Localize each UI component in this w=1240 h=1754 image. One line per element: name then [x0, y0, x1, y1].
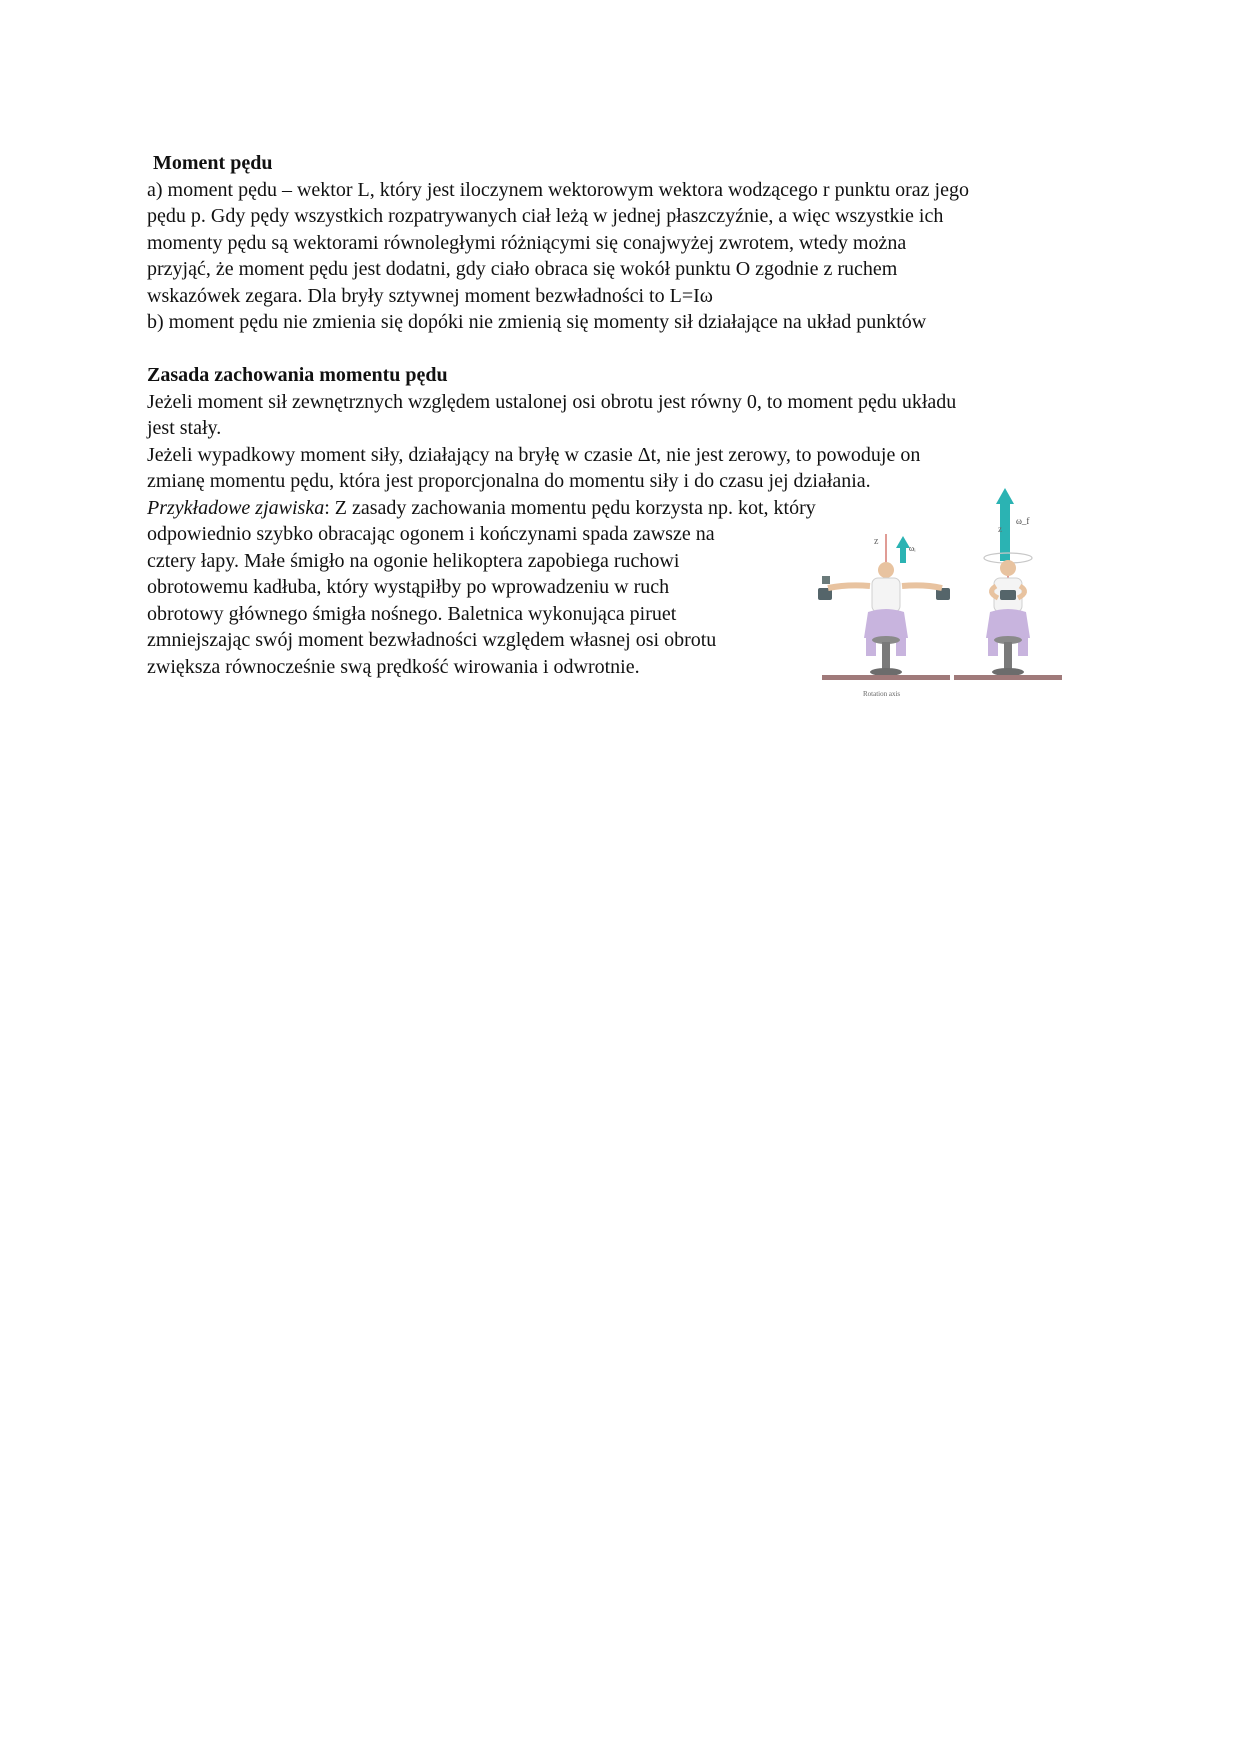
- arm-left-1: [828, 585, 870, 588]
- stool-post-right: [1004, 642, 1012, 670]
- label-omega-left: ωᵢ: [909, 544, 916, 553]
- paragraph-line: Jeżeli wypadkowy moment siły, działający na bryłę w czasie Δt, nie jest zerowy, to powoduje on: [147, 443, 921, 466]
- floor-right: [954, 675, 1062, 680]
- paragraph-line: momenty pędu są wektorami równoległymi różniącymi się conajwyżej zwrotem, wtedy można: [147, 231, 907, 254]
- legs-left: [864, 609, 908, 638]
- stool-base-right: [992, 668, 1024, 676]
- example-first-text: : Z zasady zachowania momentu pędu korzysta np. kot, który: [324, 496, 816, 519]
- rotation-figure: [818, 488, 1066, 700]
- example-line: obrotowemu kadłuba, który wystąpiłby po wprowadzeniu w ruch: [147, 576, 670, 598]
- section-heading-zasada: Zasada zachowania momentu pędu: [147, 364, 448, 386]
- figure-arms-extended: [818, 534, 950, 698]
- example-line: odpowiednio szybko obracając ogonem i kończynami spada zawsze na: [147, 523, 715, 545]
- example-line: obrotowy głównego śmigła nośnego. Baletnica wykonująca piruet: [147, 602, 677, 625]
- paragraph-line: pędu p. Gdy pędy wszystkich rozpatrywanych ciał leżą w jednej płaszczyźnie, a więc wszystkie ich: [147, 205, 944, 227]
- example-line: zwiększa równocześnie swą prędkość wirowania i odwrotnie.: [147, 655, 640, 678]
- example-label: Przykładowe zjawiska: [147, 496, 325, 519]
- paragraph-line: a) moment pędu – wektor L, który jest iloczynem wektorowym wektora wodzącego r punktu oraz jego: [147, 178, 969, 201]
- paragraph-line: zmianę momentu pędu, która jest proporcjonalna do momentu siły i do czasu jej działania.: [147, 470, 871, 492]
- label-z-left: z: [874, 536, 879, 547]
- paragraph-line: przyjąć, że moment pędu jest dodatni, gdy ciało obraca się wokół punktu O zgodnie z ruchem: [147, 258, 898, 280]
- head-right: [1000, 560, 1016, 576]
- dumbbells-right: [1000, 590, 1016, 600]
- dumbbell-left-outer: [822, 576, 830, 584]
- floor-left: [822, 675, 950, 680]
- omega-arrow-left-shaft: [900, 547, 906, 563]
- stool-post-left: [882, 642, 890, 670]
- paragraph-line: jest stały.: [147, 417, 222, 439]
- head-left: [878, 562, 894, 578]
- section-heading-moment-pedu: Moment pędu: [153, 152, 273, 174]
- torso-left: [872, 578, 900, 612]
- arm-left-2: [902, 585, 942, 588]
- figure-arms-in: [954, 488, 1062, 680]
- legs-right: [986, 609, 1030, 638]
- figure-caption: Rotation axis: [863, 690, 901, 698]
- spacer: [147, 336, 1097, 363]
- example-line: cztery łapy. Małe śmigło na ogonie helikoptera zapobiega ruchowi: [147, 549, 680, 572]
- omega-arrow-left-head: [896, 536, 910, 548]
- example-line: zmniejszając swój moment bezwładności względem własnej osi obrotu: [147, 629, 717, 651]
- omega-arrow-right-head: [996, 488, 1014, 504]
- paragraph-line: wskazówek zegara. Dla bryły sztywnej moment bezwładności to L=Iω: [147, 284, 713, 307]
- paragraph-line: b) moment pędu nie zmienia się dopóki nie zmienią się momenty sił działające na układ punktów: [147, 311, 927, 333]
- stool-base-left: [870, 668, 902, 676]
- label-omega-right: ω_f: [1016, 516, 1030, 526]
- label-z-right: z: [998, 524, 1002, 534]
- rotation-figure-svg: [818, 488, 1066, 700]
- paragraph-line: Jeżeli moment sił zewnętrznych względem ustalonej osi obrotu jest równy 0, to moment pędu układu: [147, 390, 957, 413]
